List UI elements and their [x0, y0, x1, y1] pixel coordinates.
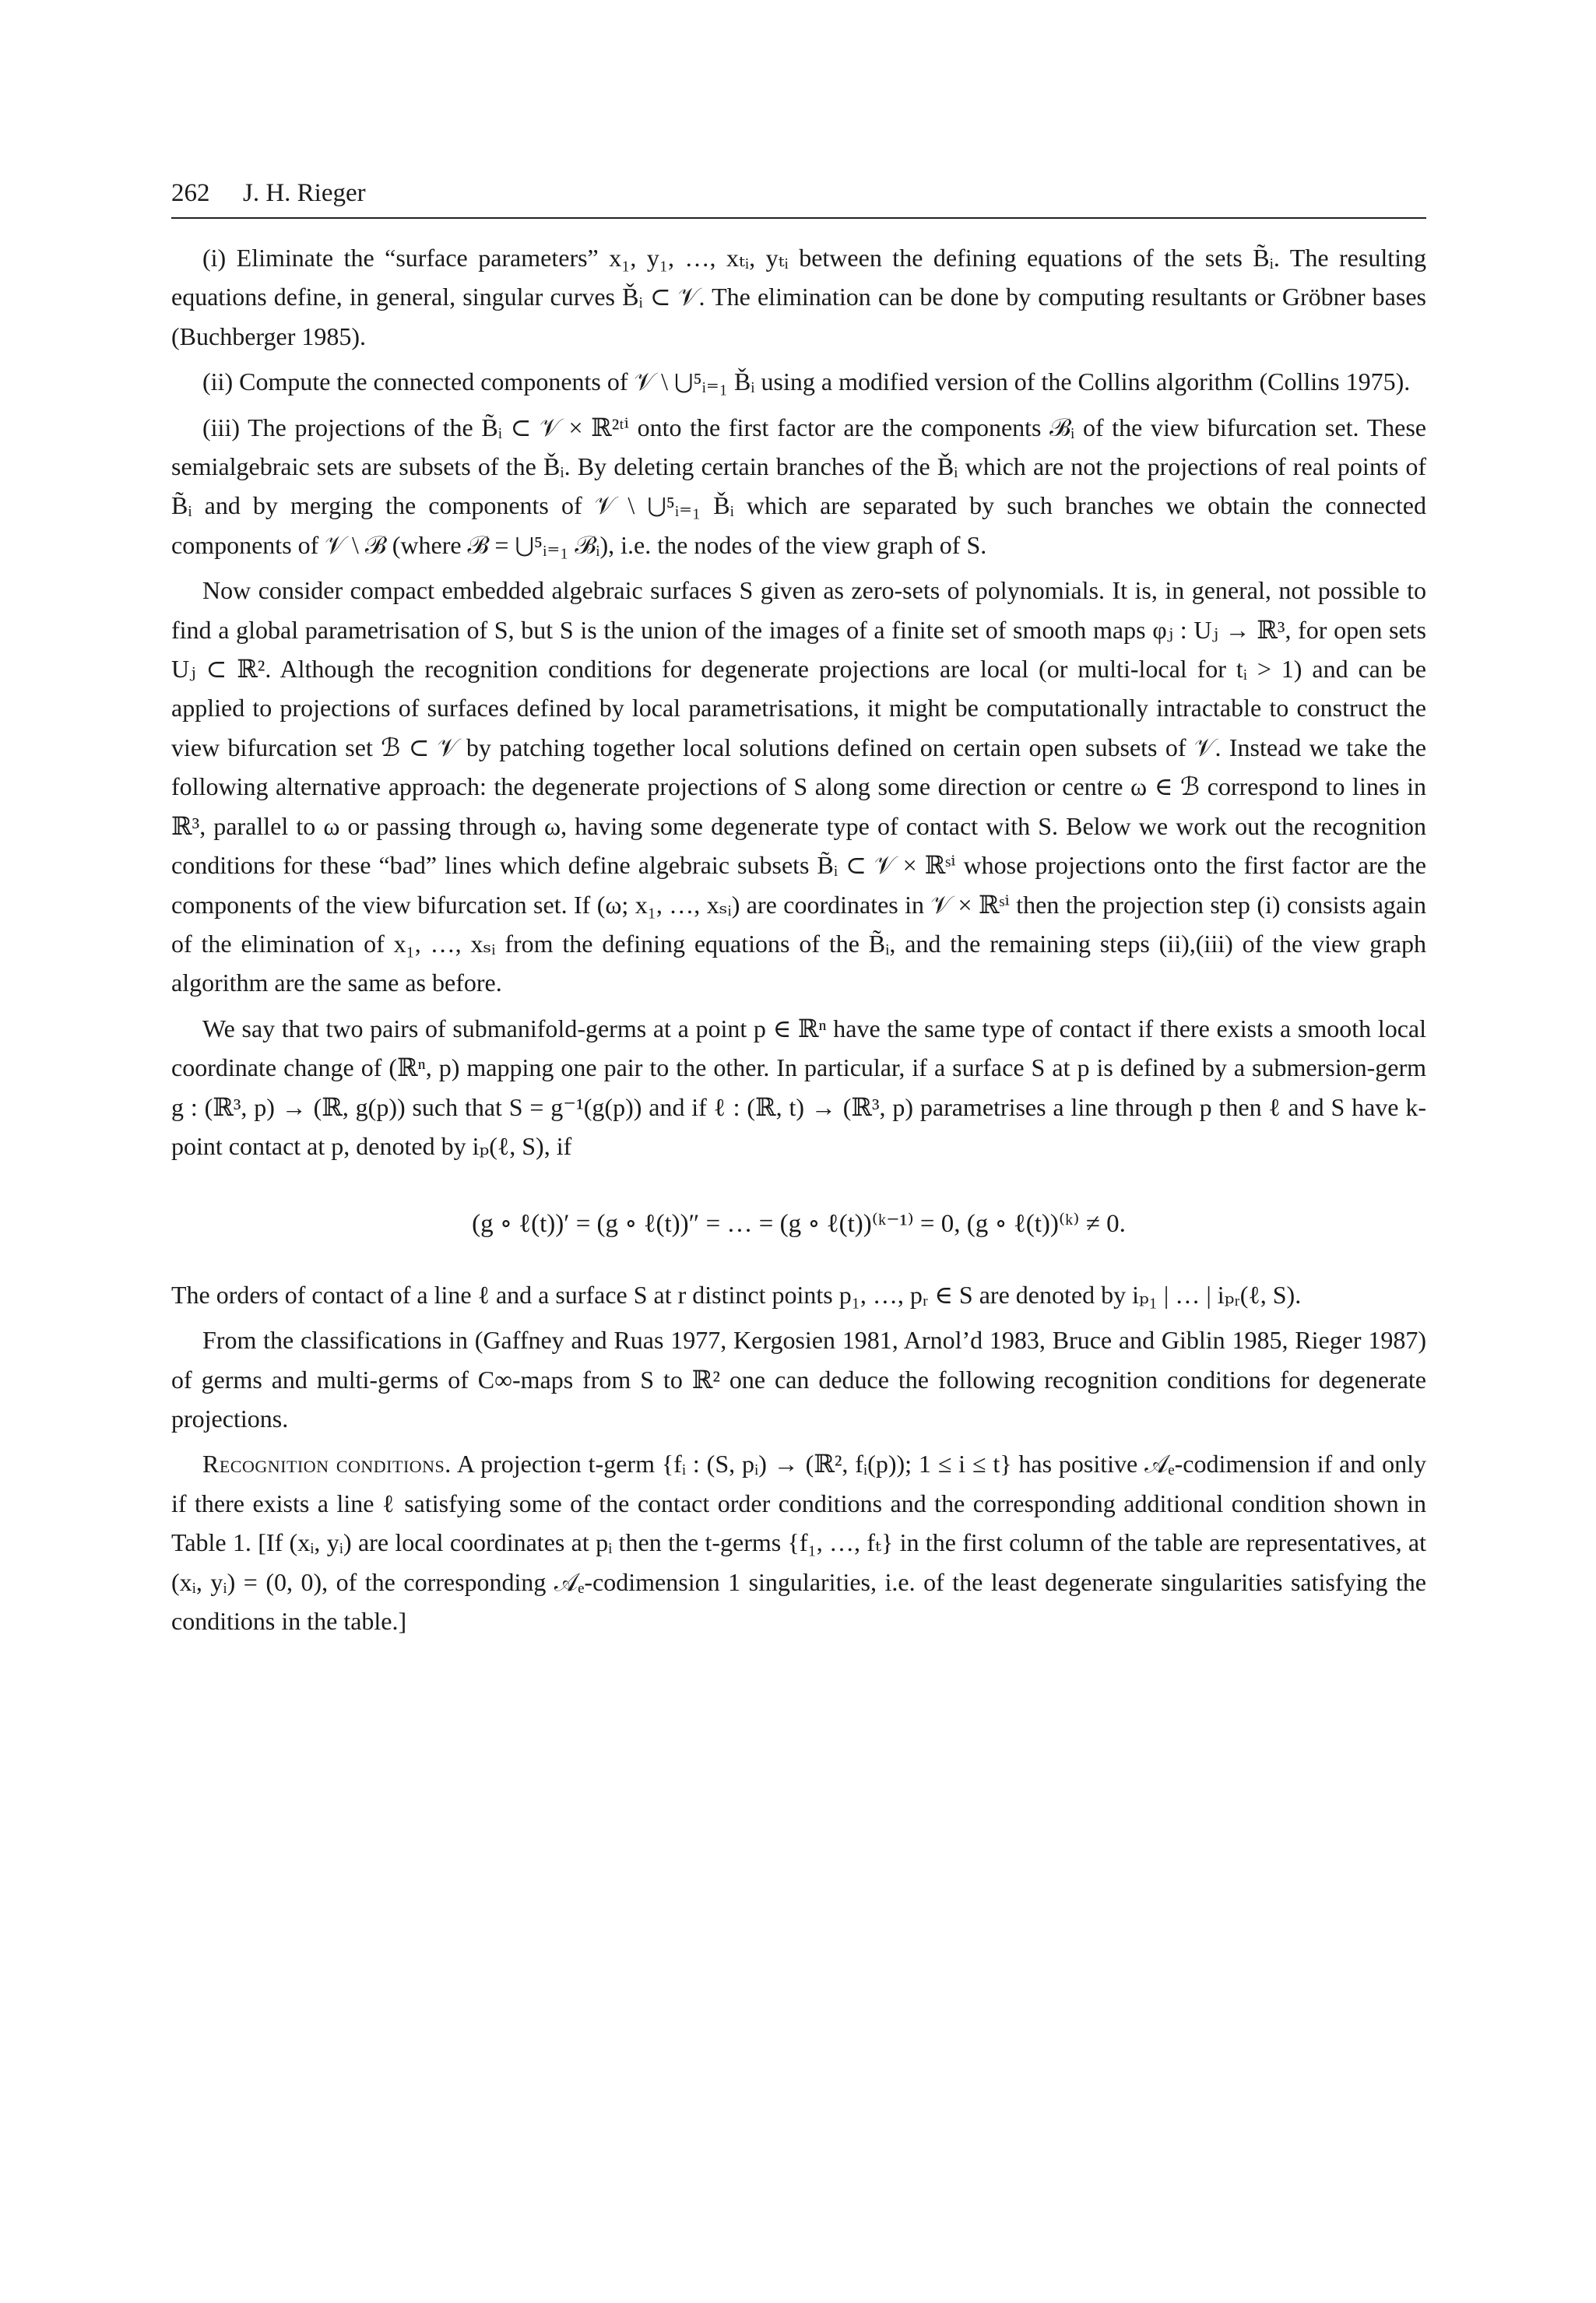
paragraph-classifications: From the classifications in (Gaffney and Ruas 1977, Kergosien 1981, Arnol’d 1983, Bruce and Giblin 1985, Rieger 1987) of germs and multi-germs of C∞-maps from S to ℝ² one can deduce the following recognition conditions for degenerate projections.	[171, 1326, 1426, 1433]
paragraph-step-ii: (ii) Compute the connected components of 𝒱 \ ⋃⁵ᵢ₌₁ B̌ᵢ using a modified version of the Collins algorithm (Collins 1975).	[202, 367, 1411, 396]
article-body	[171, 238, 1426, 1647]
recognition-heading: Recognition conditions.	[202, 1450, 452, 1478]
contact-equation: (g ∘ ℓ(t))′ = (g ∘ ℓ(t))″ = … = (g ∘ ℓ(t))⁽ᵏ⁻¹⁾ = 0, (g ∘ ℓ(t))⁽ᵏ⁾ ≠ 0.	[472, 1210, 1126, 1239]
running-head	[171, 170, 1426, 216]
paragraph-contact-orders: The orders of contact of a line ℓ and a surface S at r distinct points p₁, …, pᵣ ∈ S are denoted by iₚ₁ | … | iₚᵣ(ℓ, S).	[171, 1280, 1302, 1309]
journal-page	[171, 0, 1426, 2303]
paragraph-recognition-conditions	[171, 1444, 1426, 1640]
running-head-author: J. H. Rieger	[243, 179, 366, 207]
paragraph-step-iii: (iii) The projections of the B̃ᵢ ⊂ 𝒱 × ℝ²ᵗⁱ onto the first factor are the components ℬᵢ of the view bifurcation set. These semialgebraic sets are subsets of the B̌ᵢ. By deleting certain branches of the B̌ᵢ which are not the projections of real points of B̃ᵢ and by merging the components of 𝒱 \ ⋃⁵ᵢ₌₁ B̌ᵢ which are separated by such branches we obtain the connected components of 𝒱 \ ℬ (where ℬ = ⋃⁵ᵢ₌₁ ℬᵢ), i.e. the nodes of the view graph of S.	[171, 413, 1426, 559]
recognition-text: A projection t-germ {fᵢ : (S, pᵢ) → (ℝ², fᵢ(p)); 1 ≤ i ≤ t} has positive 𝒜ₑ-codimension if and only if there exists a line ℓ satisfying some of the contact order conditions and the corresponding additional condition shown in Table 1. [If (xᵢ, yᵢ) are local coordinates at pᵢ then the t-germs {f₁, …, fₜ} in the first column of the table are representatives, at (xᵢ, yᵢ) = (0, 0), of the corresponding 𝒜ₑ-codimension 1 singularities, i.e. of the least degenerate singularities satisfying the conditions in the table.]	[171, 1450, 1426, 1635]
paragraph-compact-surfaces: Now consider compact embedded algebraic surfaces S given as zero-sets of polynomials. It is, in general, not possible to find a global parametrisation of S, but S is the union of the images of a finite set of smooth maps φⱼ : Uⱼ → ℝ³, for open sets Uⱼ ⊂ ℝ². Although the recognition conditions for degenerate projections are local (or multi-local for tᵢ > 1) and can be applied to projections of surfaces defined by local parametrisations, it might be computationally intractable to construct the view bifurcation set ℬ ⊂ 𝒱 by patching together local solutions defined on certain open subsets of 𝒱. Instead we take the following alternative approach: the degenerate projections of S along some direction or centre ω ∈ ℬ correspond to lines in ℝ³, parallel to ω or passing through ω, having some degenerate type of contact with S. Below we work out the recognition conditions for these “bad” lines which define algebraic subsets B̃ᵢ ⊂ 𝒱 × ℝˢⁱ whose projections onto the first factor are the components of the view bifurcation set. If (ω; x₁, …, xₛᵢ) are coordinates in 𝒱 × ℝˢⁱ then the projection step (i) consists again of the elimination of x₁, …, xₛᵢ from the defining equations of the B̃ᵢ, and the remaining steps (ii),(iii) of the view graph algorithm are the same as before.	[171, 576, 1427, 997]
header-rule	[171, 217, 1426, 219]
page-number: 262	[171, 179, 210, 207]
paragraph-contact-definition: We say that two pairs of submanifold-germs at a point p ∈ ℝⁿ have the same type of contact if there exists a smooth local coordinate change of (ℝⁿ, p) mapping one pair to the other. In particular, if a surface S at p is defined by a submersion-germ g : (ℝ³, p) → (ℝ, g(p)) such that S = g⁻¹(g(p)) and if ℓ : (ℝ, t) → (ℝ³, p) parametrises a line through p then ℓ and S have k-point contact at p, denoted by iₚ(ℓ, S), if	[171, 1014, 1426, 1160]
paragraph-step-i: (i) Eliminate the “surface parameters” x₁, y₁, …, xₜᵢ, yₜᵢ between the defining equations of the sets B̃ᵢ. The resulting equations define, in general, singular curves B̌ᵢ ⊂ 𝒱. The elimination can be done by computing resultants or Gröbner bases (Buchberger 1985).	[171, 244, 1426, 350]
